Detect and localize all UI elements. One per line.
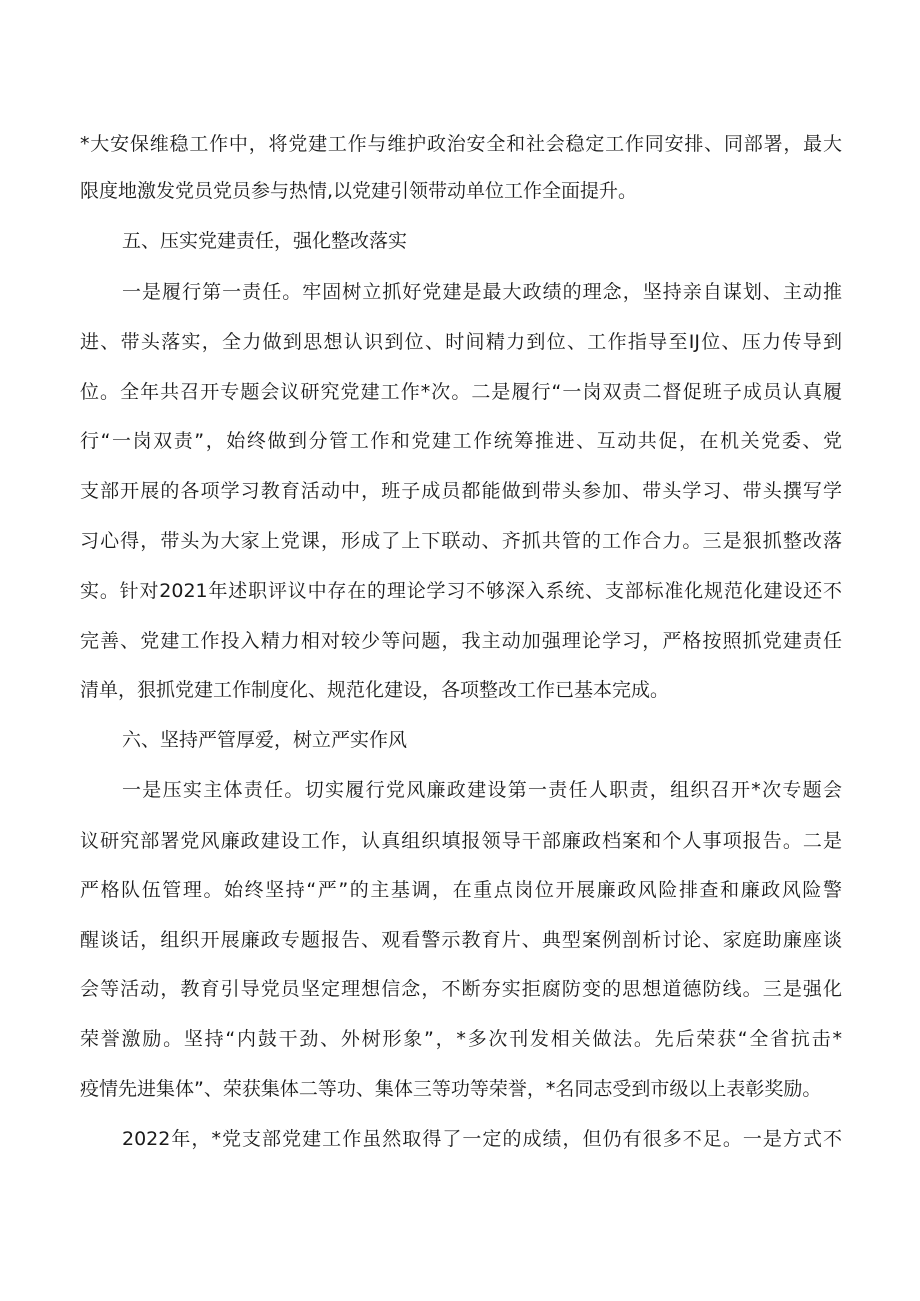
text-line: *大安保维稳工作中，将党建工作与维护政治安全和社会稳定工作同安排、同部署，最大 xyxy=(80,133,842,155)
section-heading: 五、压实党建责任，强化整改落实 xyxy=(122,230,408,252)
text-line: 进、带头落实，全力做到思想认识到位、时间精力到位、工作指导至IJ位、压力传导到 xyxy=(80,331,842,353)
text-line: 清单，狠抓党建工作制度化、规范化建设，各项整改工作已基本完成。 xyxy=(80,679,670,701)
text-line: 严格队伍管理。始终坚持“严”的主基调，在重点岗位开展廉政风险排查和廉政风险警 xyxy=(80,879,842,901)
text-line: 疫情先进集体”、荣获集体二等功、集体三等功等荣誉，*名同志受到市级以上表彰奖励。 xyxy=(80,1078,822,1100)
text-line: 位。全年共召开专题会议研究党建工作*次。二是履行“一岗双责二督促班子成员认真履 xyxy=(80,381,842,403)
text-line: 会等活动，教育引导党员坚定理想信念，不断夯实拒腐防变的思想道德防线。三是强化 xyxy=(80,978,842,1000)
text-line: 一是履行第一责任。牢固树立抓好党建是最大政绩的理念，坚持亲自谋划、主动推 xyxy=(122,281,842,303)
text-line: 醒谈话，组织开展廉政专题报告、观看警示教育片、典型案例剖析讨论、家庭助廉座谈 xyxy=(80,929,842,951)
text-line: 完善、党建工作投入精力相对较少等问题，我主动加强理论学习，严格按照抓党建责任 xyxy=(80,630,842,652)
section-heading: 六、坚持严管厚爱，树立严实作风 xyxy=(122,729,408,751)
text-line: 议研究部署党风廉政建设工作，认真组织填报领导干部廉政档案和个人事项报告。二是 xyxy=(80,830,842,852)
text-line: 荣誉激励。坚持“内鼓干劲、外树形象”，*多次刊发相关做法。先后荣获“全省抗击* xyxy=(80,1028,842,1050)
text-line: 行“一岗双责”，始终做到分管工作和党建工作统筹推进、互动共促，在机关党委、党 xyxy=(80,430,842,452)
text-line: 限度地激发党员党员参与热情,以党建引领带动单位工作全面提升。 xyxy=(80,180,638,202)
text-line: 2022年，*党支部党建工作虽然取得了一定的成绩，但仍有很多不足。一是方式不 xyxy=(122,1128,842,1150)
text-line: 实。针对2021年述职评议中存在的理论学习不够深入系统、支部标准化规范化建设还不 xyxy=(80,580,842,602)
text-line: 习心得，带头为大家上党课，形成了上下联动、齐抓共管的工作合力。三是狠抓整改落 xyxy=(80,530,842,552)
text-line: 支部开展的各项学习教育活动中，班子成员都能做到带头参加、带头学习、带头撰写学 xyxy=(80,480,842,502)
text-line: 一是压实主体责任。切实履行党风廉政建设第一责任人职责，组织召开*次专题会 xyxy=(122,779,842,801)
